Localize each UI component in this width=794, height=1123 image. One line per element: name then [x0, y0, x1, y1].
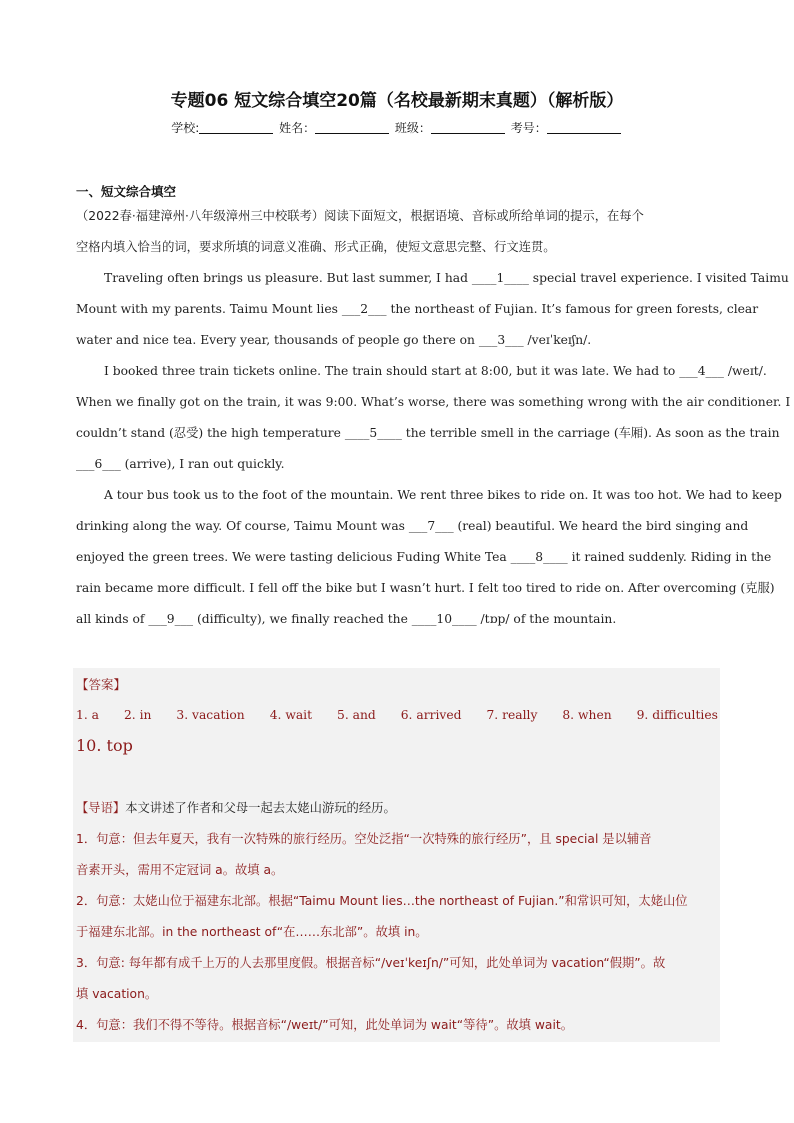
explanation-3-line-2: 填 vacation。: [76, 987, 158, 1001]
answer-item: 3. vacation: [176, 708, 245, 722]
answer-item: 4. wait: [269, 708, 313, 722]
guide-line: [76, 798, 718, 818]
name-blank[interactable]: [315, 121, 389, 134]
explanation-3-line-1: 3．句意: 每年都有成千上万的人去那里度假。根据音标“/veɪˈkeɪʃn/”可知，此处单词为 vacation“假期”。故: [76, 956, 666, 970]
passage-p3-line-2: drinking along the way. Of course, Taimu Mount was ___7___ (real) beautiful. We heard the bird singing and: [76, 519, 749, 533]
intro-line-1: （2022春·福建漳州·八年级漳州三中校联考）阅读下面短文，根据语境、音标或所给单词的提示，在每个: [76, 209, 644, 223]
passage-p1-line-2: Mount with my parents. Taimu Mount lies ___2___ the northeast of Fujian. It’s famous for green forests, clear: [76, 302, 759, 316]
explanation-1-line-2: 音素开头，需用不定冠词 a。故填 a。: [76, 863, 284, 877]
class-blank[interactable]: [431, 121, 505, 134]
class-label: 班级：: [394, 121, 431, 135]
passage-p2-line-2: When we finally got on the train, it was 9:00. What’s worse, there was something wrong with the air conditioner. I: [76, 395, 791, 409]
name-label: 姓名：: [279, 121, 316, 135]
exam-no-label: 考号：: [510, 121, 547, 135]
answer-items-row: [76, 705, 718, 725]
passage-p3-line-1: A tour bus took us to the foot of the mountain. We rent three bikes to ride on. It was too hot. We had to keep: [104, 488, 782, 502]
passage-p2-line-4: ___6___ (arrive), I ran out quickly.: [76, 457, 285, 471]
school-label: 学校:: [171, 121, 200, 135]
answer-item: 8. when: [562, 708, 612, 722]
passage-p1-line-3: water and nice tea. Every year, thousands of people go there on ___3___ /veɪˈkeɪʃn/.: [76, 333, 592, 347]
answer-item-last: 10. top: [76, 736, 133, 755]
student-info-line: [0, 119, 794, 136]
guide-label: 【导语】: [76, 801, 126, 815]
passage-p2-line-1: I booked three train tickets online. The train should start at 8:00, but it was late. We had to ___4___ /weɪt/.: [104, 364, 767, 378]
answer-item: 6. arrived: [400, 708, 462, 722]
school-blank[interactable]: [199, 121, 273, 134]
answer-label: 【答案】: [76, 677, 127, 692]
answer-item: 1. a: [76, 708, 99, 722]
answer-section: [73, 668, 720, 1042]
explanation-1-line-1: 1．句意：但去年夏天，我有一次特殊的旅行经历。空处泛指“一次特殊的旅行经历”，且 special 是以辅音: [76, 832, 652, 846]
passage-p3-line-4: rain became more difficult. I fell off the bike but I wasn’t hurt. I felt too tired to ride on. After overcoming (克服): [76, 581, 775, 595]
answer-item: 2. in: [123, 708, 152, 722]
section-title: 一、短文综合填空: [76, 184, 177, 199]
answer-item: 7. really: [486, 708, 538, 722]
intro-line-2: 空格内填入恰当的词，要求所填的词意义准确、形式正确，使短文意思完整、行文连贯。: [76, 240, 556, 254]
guide-text: 本文讲述了作者和父母一起去太姥山游玩的经历。: [125, 801, 396, 815]
passage-p2-line-3: couldn’t stand (忍受) the high temperature ____5____ the terrible smell in the carriage (车厢). As soon as the train: [76, 426, 780, 440]
answer-item: 5. and: [337, 708, 376, 722]
passage-p1-line-1: Traveling often brings us pleasure. But last summer, I had ____1____ special travel experience. I visited Taimu: [104, 271, 789, 285]
explanation-4-line-1: 4．句意：我们不得不等待。根据音标“/weɪt/”可知，此处单词为 wait“等待”。故填 wait。: [76, 1018, 573, 1032]
explanation-2-line-1: 2．句意：太姥山位于福建东北部。根据“Taimu Mount lies…the northeast of Fujian.”和常识可知，太姥山位: [76, 894, 688, 908]
exam-no-blank[interactable]: [547, 121, 621, 134]
explanation-2-line-2: 于福建东北部。in the northeast of“在……东北部”。故填 in。: [76, 925, 428, 939]
answer-item: 9. difficulties: [636, 708, 718, 722]
passage-p3-line-3: enjoyed the green trees. We were tasting delicious Fuding White Tea ____8____ it rained suddenly. Riding in the: [76, 550, 772, 564]
answer-items: [76, 705, 718, 725]
page-title: 专题06 短文综合填空20篇（名校最新期末真题）（解析版）: [170, 91, 624, 111]
passage-p3-line-5: all kinds of ___9___ (difficulty), we finally reached the ____10____ /tɒp/ of the mountain.: [76, 612, 617, 626]
